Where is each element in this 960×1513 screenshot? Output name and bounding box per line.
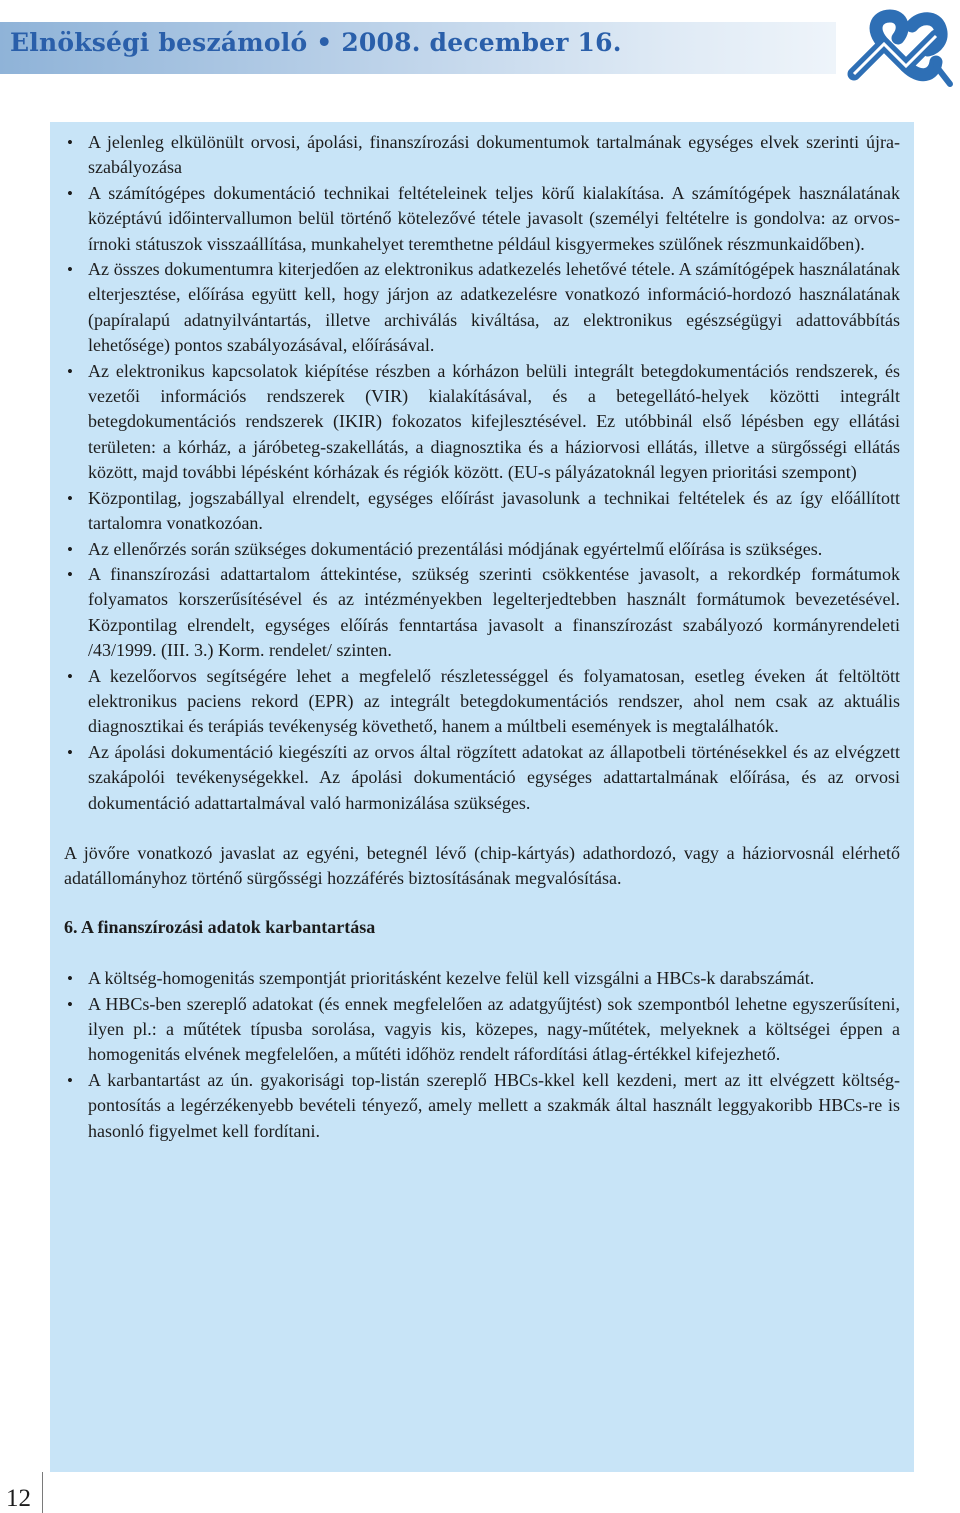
margin-divider xyxy=(42,1472,43,1513)
financing-list xyxy=(64,966,900,1144)
list-item: • A számítógépes dokumentáció technikai feltételeinek teljes körű kialakítása. A számítógépek használatának középtávú időintervallumon belül történő kötelezővé tétele javasolt (személyi feltételre is gondolva: az orvos-írnoki státuszok visszaállítása, munkahelyet teremthetne például kisgyermekes szülőnek részmunkaidőben). xyxy=(64,181,900,257)
future-proposal-paragraph: A jövőre vonatkozó javaslat az egyéni, betegnél lévő (chip-kártyás) adathordozó, vagy a háziorvosnál elérhető adatállományhoz történő sürgősségi hozzáférés biztosításának megvalósítása. xyxy=(64,842,900,889)
section-heading: 6. A finanszírozási adatok karbantartása xyxy=(64,916,376,937)
list-item: • Az ellenőrzés során szükséges dokumentáció prezentálási módjának egyértelmű előírása is szükséges. xyxy=(64,537,900,562)
list-item: • Központilag, jogszabállyal elrendelt, egységes előírást javasolunk a technikai feltételek és az így előállított tartalomra vonatkozóan. xyxy=(64,486,900,537)
list-item: • A finanszírozási adattartalom áttekintése, szükség szerinti csökkentése javasolt, a rekordkép formátumok folyamatos korszerűsítésével és az intézményekben legelterjedtebben használt formátumok bevezetésével. Központilag elrendelt, egységes előírás fenntartása javasolt a finanszírozást szabályozó kormányrendeleti /43/1999. (III. 3.) Korm. rendelet/ szinten. xyxy=(64,562,900,664)
list-item: • A költség-homogenitás szempontját prioritásként kezelve felül kell vizsgálni a HBCs-k darabszámát. xyxy=(64,966,900,991)
society-knot-logo-icon xyxy=(836,4,956,96)
list-item: • A jelenleg elkülönült orvosi, ápolási, finanszírozási dokumentumok tartalmának egységes elvek szerinti újra-szabályozása xyxy=(64,130,900,181)
list-item: • Az összes dokumentumra kiterjedően az elektronikus adatkezelés lehetővé tétele. A számítógépek használatának elterjesztése, előírása együtt kell, hogy járjon az adatkezelésre vonatkozó információ-hordozó használatának (papíralapú adatnyilvántartás, illetve archiválás kiváltása, az elektronikus egészségügyi adattovábbítás lehetősége) pontos szabályozásával, előírásával. xyxy=(64,257,900,359)
list-item: • A karbantartást az ún. gyakorisági top-listán szereplő HBCs-kkel kell kezdeni, mert az itt elvégzett költség-pontosítás a legérzékenyebb bevételi tényező, amely mellett a szakmák által használt leggyakoribb HBCs-re is hasonló figyelmet kell fordítani. xyxy=(64,1068,900,1144)
list-item: • Az ápolási dokumentáció kiegészíti az orvos által rögzített adatokat az állapotbeli történésekkel és az elvégzett szakápolói tevékenységekkel. Az ápolási dokumentáció egységes adattartalmának előírása, és az orvosi dokumentáció adattartalmával való harmonizálása szükséges. xyxy=(64,740,900,816)
list-item: • Az elektronikus kapcsolatok kiépítése részben a kórházon belüli integrált betegdokumentációs rendszerek, és vezetői információs rendszerek (VIR) kialakításával, és a betegellátó-helyek közötti integrált betegdokumentációs rendszerek (IKIR) fokozatos kifejlesztésével. Ez utóbbinál első lépésben egy ellátási területen: a kórház, a járóbeteg-szakellátás, a diagnosztika és a háziorvosi ellátás, illetve a sürgősségi ellátás között, majd további lépésként kórházak és régiók között. (EU-s pályázatoknál legyen prioritási szempont) xyxy=(64,359,900,486)
recommendation-list xyxy=(64,130,900,816)
document-body xyxy=(64,130,900,1144)
header-title: Elnökségi beszámoló • 2008. december 16. xyxy=(10,28,622,57)
page-number: 12 xyxy=(6,1485,31,1512)
list-item: • A HBCs-ben szereplő adatokat (és ennek megfelelően az adatgyűjtést) sok szempontból lehetne egyszerűsíteni, ilyen pl.: a műtétek típusba sorolása, vagyis kis, közepes, nagy-műtétek, melyeknek a költségei éppen a homogenitás elvének megfelelően, a műtéti időhöz rendelt ráfordítási átlag-értékkel kifejezhető. xyxy=(64,992,900,1068)
list-item: • A kezelőorvos segítségére lehet a megfelelő részletességgel és folyamatosan, esetleg éveken át feltöltött elektronikus paciens rekord (EPR) az integrált betegdokumentációs rendszer, ahol nem csak az aktuális diagnosztikai és terápiás tevékenység követhető, hanem a múltbeli események is megtalálhatók. xyxy=(64,664,900,740)
